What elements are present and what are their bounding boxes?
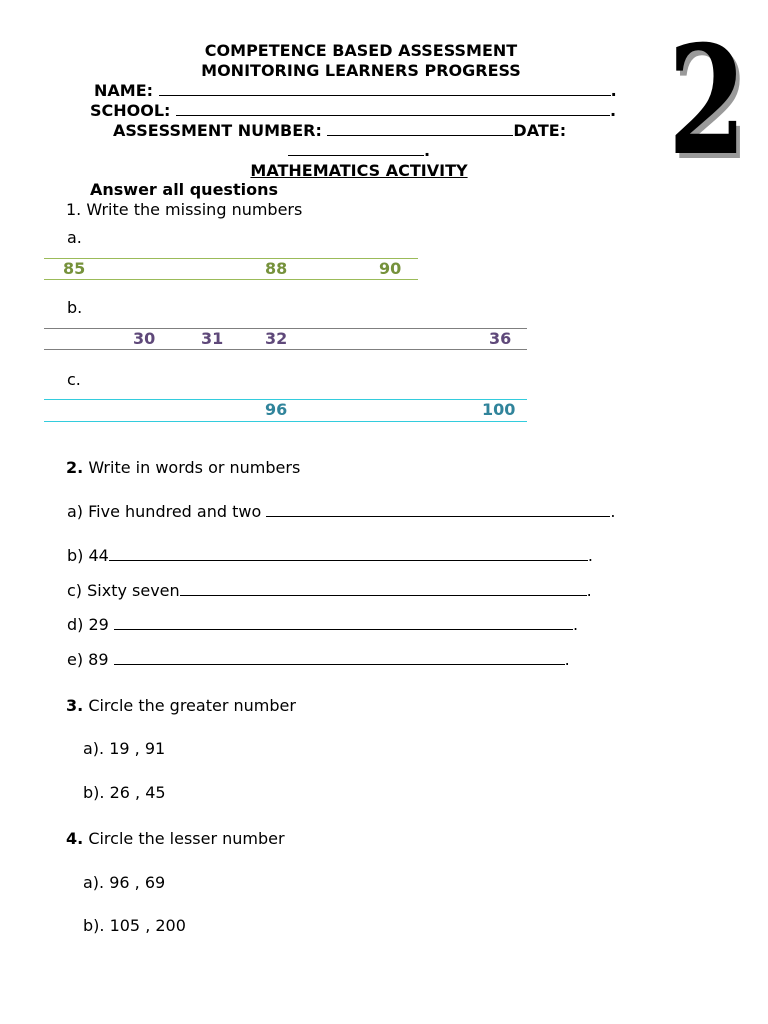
q1b-value: 30	[133, 329, 156, 348]
q1a-value: 90	[379, 259, 402, 278]
instruction: Answer all questions	[90, 180, 278, 199]
date-row	[288, 141, 430, 161]
activity-title: MATHEMATICS ACTIVITY	[250, 161, 468, 180]
q2-answer-blank[interactable]	[114, 650, 565, 665]
q4-text: Circle the lesser number	[88, 829, 285, 848]
q1b-value: 32	[265, 329, 288, 348]
page-number-badge: 2	[668, 13, 747, 189]
q2-item	[67, 615, 578, 635]
q2-answer-blank[interactable]	[109, 546, 588, 561]
q4-number: 4.	[66, 829, 84, 848]
q2-item-dot: .	[586, 581, 592, 600]
q2-text: Write in words or numbers	[88, 458, 301, 477]
q2-item	[67, 546, 593, 566]
name-label: NAME:	[94, 81, 154, 100]
q2-item-text: e) 89	[67, 650, 109, 669]
q2-item-dot: .	[587, 546, 593, 565]
q1b-line-bottom	[44, 349, 527, 350]
q3-item: a). 19 , 91	[83, 739, 166, 758]
q1b-value: 36	[489, 329, 512, 348]
q1b-value: 31	[201, 329, 224, 348]
q2-item-text: c) Sixty seven	[67, 581, 180, 600]
assessment-number-label: ASSESSMENT NUMBER:	[113, 121, 322, 140]
q4-item: a). 96 , 69	[83, 873, 166, 892]
q1a-line-top	[44, 258, 418, 259]
q1c-label: c.	[67, 370, 81, 389]
q3-item: b). 26 , 45	[83, 783, 166, 802]
q1a-line-bottom	[44, 279, 418, 280]
title-line-1: COMPETENCE BASED ASSESSMENT	[204, 41, 518, 60]
q3-number: 3.	[66, 696, 84, 715]
date-label: DATE:	[513, 121, 567, 140]
q1c-value: 96	[265, 400, 288, 419]
date-blank[interactable]	[288, 141, 424, 156]
q4-heading	[66, 829, 285, 849]
q1-text: Write the missing numbers	[86, 200, 303, 219]
school-label: SCHOOL:	[90, 101, 171, 120]
q1c-line-bottom	[44, 421, 527, 422]
q1b-label: b.	[67, 298, 83, 317]
q2-item-text: d) 29	[67, 615, 109, 634]
q3-heading	[66, 696, 296, 716]
q2-item-dot: .	[572, 615, 579, 634]
q2-item-text: a) Five hundred and two	[67, 502, 262, 521]
q2-answer-blank[interactable]	[180, 581, 587, 596]
q2-item	[67, 650, 570, 670]
school-blank[interactable]	[176, 101, 610, 116]
q1-heading	[66, 200, 302, 220]
q2-answer-blank[interactable]	[266, 502, 610, 517]
q2-answer-blank[interactable]	[114, 615, 573, 630]
q2-item	[67, 581, 592, 601]
q2-heading	[66, 458, 300, 478]
school-end-dot: .	[610, 101, 617, 120]
q1a-value: 85	[63, 259, 86, 278]
name-end-dot: .	[610, 81, 617, 100]
school-row	[90, 101, 616, 121]
q1a-label: a.	[67, 228, 82, 247]
q3-text: Circle the greater number	[88, 696, 296, 715]
q2-item-dot: .	[564, 650, 570, 669]
q2-item	[67, 502, 615, 522]
q1c-value: 100	[482, 400, 516, 419]
assessment-number-blank[interactable]	[327, 121, 513, 136]
q2-number: 2.	[66, 458, 84, 477]
q2-item-text: b) 44	[67, 546, 109, 565]
q1a-value: 88	[265, 259, 288, 278]
assessment-row	[113, 121, 566, 141]
q4-item: b). 105 , 200	[83, 916, 186, 935]
date-end-dot: .	[424, 141, 431, 160]
q2-item-dot: .	[610, 502, 616, 521]
title-line-2: MONITORING LEARNERS PROGRESS	[201, 61, 521, 80]
name-blank[interactable]	[159, 81, 611, 96]
name-row	[94, 81, 617, 101]
q1-number: 1.	[66, 200, 82, 219]
